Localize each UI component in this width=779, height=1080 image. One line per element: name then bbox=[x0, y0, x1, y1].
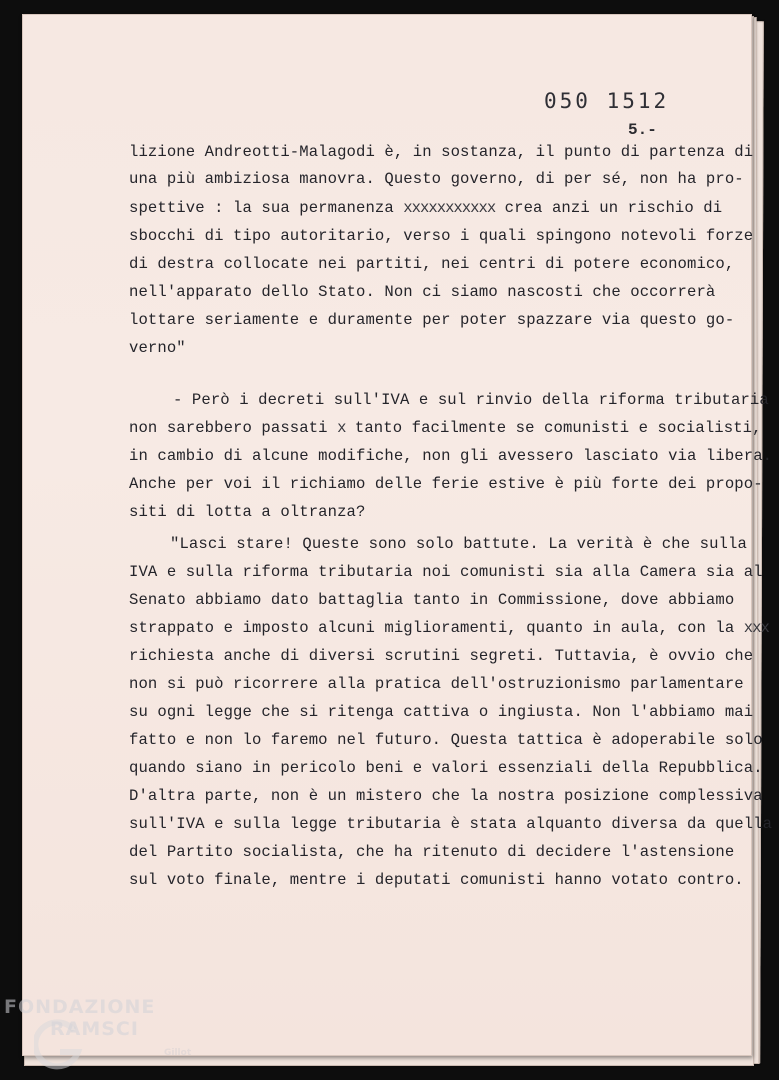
text-line bbox=[129, 647, 753, 665]
text-line bbox=[129, 255, 734, 273]
text-line bbox=[129, 619, 769, 637]
text-segment: non sarebbero passati bbox=[129, 419, 338, 437]
text-line bbox=[173, 391, 769, 409]
page-number: 5.- bbox=[628, 121, 657, 139]
text-segment: verno" bbox=[129, 339, 186, 357]
text-segment: in cambio di alcune modifiche, non gli avessero lasciato via libera. bbox=[129, 447, 773, 465]
text-segment: sull'IVA e sulla legge tributaria è stata alquanto diversa da quella bbox=[129, 815, 773, 833]
typewritten-page bbox=[22, 14, 773, 1056]
text-segment: richiesta anche di diversi scrutini segreti. Tuttavia, è ovvio che bbox=[129, 647, 754, 665]
text-line bbox=[129, 311, 734, 329]
text-line bbox=[170, 535, 747, 553]
text-segment: una più ambiziosa manovra. Questo governo, di per sé, non ha pro- bbox=[129, 170, 744, 188]
text-line bbox=[129, 503, 365, 521]
text-line bbox=[129, 199, 722, 217]
body-text bbox=[129, 143, 773, 923]
struck-out-text: xxxxxxxxxxx bbox=[403, 199, 496, 217]
text-segment: crea anzi un rischio di bbox=[495, 199, 723, 217]
text-segment: nell'apparato dello Stato. Non ci siamo nascosti che occorrerà bbox=[129, 283, 716, 301]
text-line bbox=[129, 283, 715, 301]
text-line bbox=[129, 787, 763, 805]
text-line bbox=[129, 871, 744, 889]
text-segment: D'altra parte, non è un mistero che la nostra posizione complessiva bbox=[129, 787, 763, 805]
text-line bbox=[129, 339, 186, 357]
text-segment: non si può ricorrere alla pratica dell'ostruzionismo parlamentare bbox=[129, 675, 744, 693]
watermark-small-text: Gillot bbox=[164, 1048, 192, 1058]
text-segment: lottare seriamente e duramente per poter spazzare via questo go- bbox=[129, 311, 735, 329]
fondazione-gramsci-watermark bbox=[4, 996, 204, 1076]
text-segment: su ogni legge che si ritenga cattiva o ingiusta. Non l'abbiamo mai bbox=[129, 703, 754, 721]
text-segment: siti di lotta a oltranza? bbox=[129, 503, 366, 521]
text-line bbox=[129, 170, 744, 188]
text-segment: quando siano in pericolo beni e valori essenziali della Repubblica. bbox=[129, 759, 763, 777]
text-line bbox=[129, 227, 753, 245]
watermark-line-1: FONDAZIONE bbox=[4, 996, 156, 1018]
text-line bbox=[129, 843, 734, 861]
text-line bbox=[129, 591, 734, 609]
text-segment: fatto e non lo faremo nel futuro. Questa tattica è adoperabile solo bbox=[129, 731, 763, 749]
text-segment: tanto facilmente se comunisti e socialisti, bbox=[345, 419, 762, 437]
text-segment: strappato e imposto alcuni miglioramenti, quanto in aula, con la bbox=[129, 619, 744, 637]
archive-number: 050 1512 bbox=[544, 89, 670, 113]
text-line bbox=[129, 563, 763, 581]
text-line bbox=[129, 759, 763, 777]
text-line bbox=[129, 731, 763, 749]
text-segment: Anche per voi il richiamo delle ferie estive è più forte dei propo- bbox=[129, 475, 763, 493]
text-segment: del Partito socialista, che ha ritenuto di decidere l'astensione bbox=[129, 843, 735, 861]
text-segment: - Però i decreti sull'IVA e sul rinvio della riforma tributaria bbox=[173, 391, 769, 409]
text-line bbox=[129, 419, 762, 437]
text-segment: sul voto finale, mentre i deputati comunisti hanno votato contro. bbox=[129, 871, 744, 889]
text-segment: Senato abbiamo dato battaglia tanto in Commissione, dove abbiamo bbox=[129, 591, 735, 609]
text-line bbox=[129, 815, 772, 833]
text-segment: di destra collocate nei partiti, nei centri di potere economico, bbox=[129, 255, 735, 273]
text-line bbox=[129, 475, 763, 493]
text-segment: "Lasci stare! Queste sono solo battute. La verità è che sulla bbox=[170, 535, 747, 553]
watermark-line-2: RAMSCI bbox=[50, 1018, 139, 1040]
text-segment: lizione Andreotti-Malagodi è, in sostanza, il punto di partenza di bbox=[129, 143, 754, 161]
text-line bbox=[129, 703, 753, 721]
text-line bbox=[129, 143, 753, 161]
text-segment: spettive : la sua permanenza bbox=[129, 199, 404, 217]
struck-out-text: xxx bbox=[743, 619, 769, 637]
text-line bbox=[129, 675, 744, 693]
text-segment: sbocchi di tipo autoritario, verso i quali spingono notevoli forze bbox=[129, 227, 754, 245]
text-line bbox=[129, 447, 772, 465]
struck-out-text: x bbox=[337, 419, 346, 437]
text-segment: IVA e sulla riforma tributaria noi comunisti sia alla Camera sia al bbox=[129, 563, 763, 581]
